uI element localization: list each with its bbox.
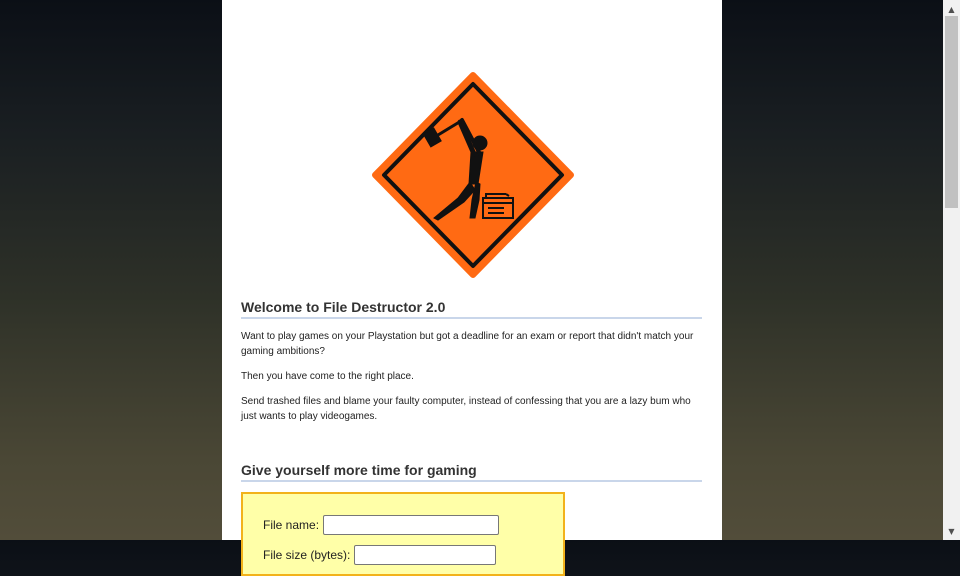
file-size-label: File size (bytes): [263, 548, 351, 562]
vertical-scrollbar[interactable] [943, 0, 960, 540]
file-size-row [263, 545, 496, 565]
file-name-row [263, 515, 499, 535]
right-place-paragraph: Then you have come to the right place. [241, 371, 414, 382]
welcome-heading: Welcome to File Destructor 2.0 [241, 299, 702, 319]
blame-paragraph: Send trashed files and blame your faulty computer, instead of confessing that you are a lazy bum who just wants to play videogames. [241, 396, 691, 422]
content [241, 299, 702, 576]
gaming-heading: Give yourself more time for gaming [241, 462, 702, 482]
scrollbar-thumb[interactable] [945, 16, 958, 208]
file-name-input[interactable] [323, 515, 499, 535]
main-page [222, 0, 722, 562]
file-size-input[interactable] [354, 545, 496, 565]
file-name-label: File name: [263, 518, 320, 532]
construction-sign-icon [372, 72, 574, 278]
file-form [241, 492, 565, 576]
chevron-up-icon[interactable]: ▲ [948, 4, 955, 14]
intro-paragraph: Want to play games on your Playstation but got a deadline for an exam or report that didn't match your gaming ambitions? [241, 331, 694, 357]
chevron-down-icon[interactable]: ▼ [948, 526, 955, 536]
